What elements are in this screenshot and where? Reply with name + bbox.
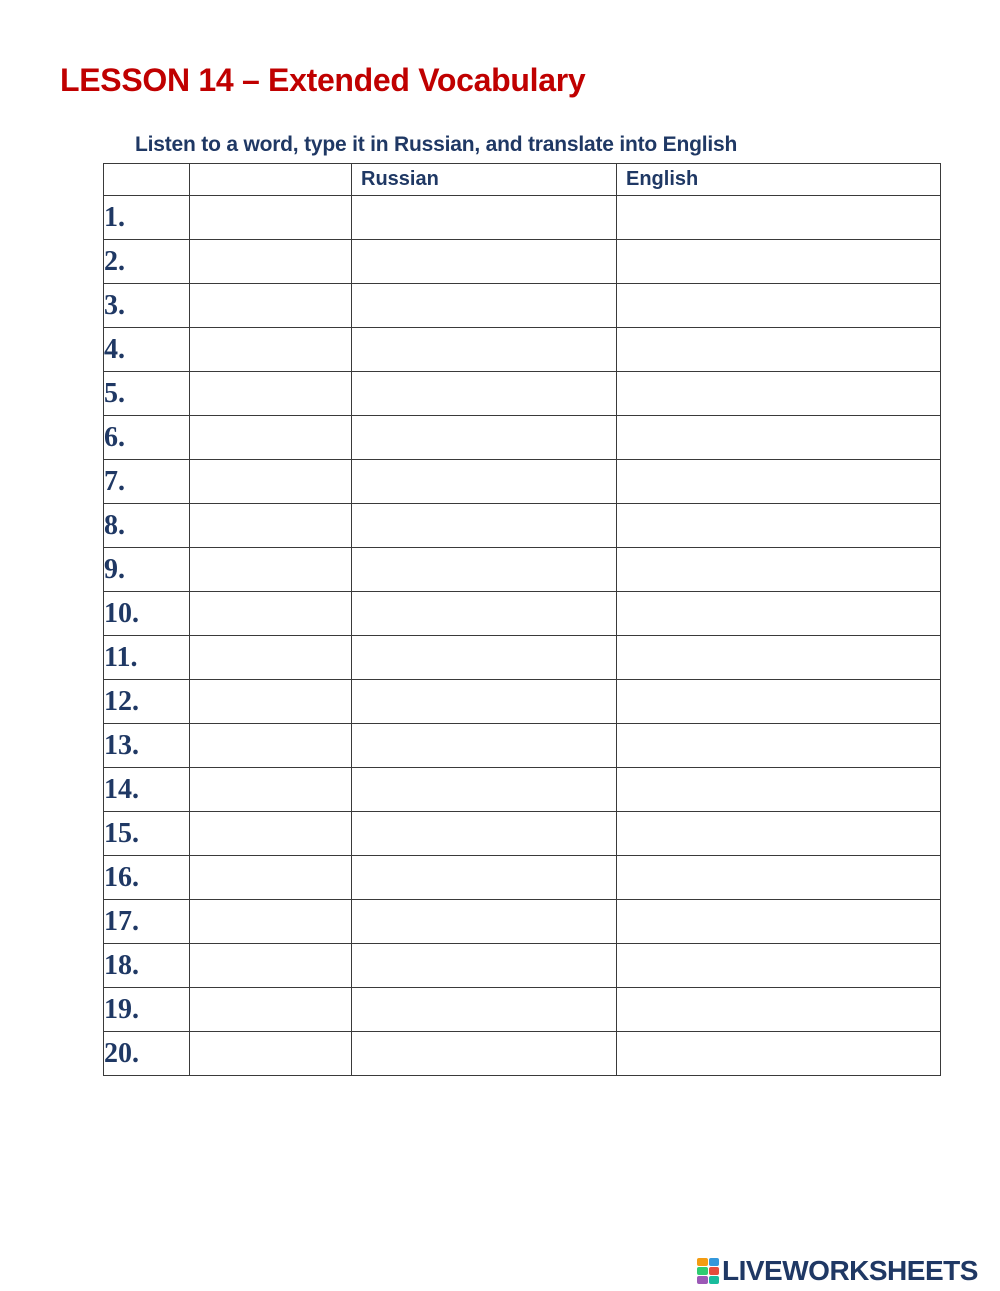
russian-input-cell[interactable]	[352, 592, 617, 636]
table-row	[104, 768, 941, 812]
english-input-cell[interactable]	[617, 196, 941, 240]
liveworksheets-logo-icon	[697, 1258, 719, 1284]
audio-cell[interactable]	[190, 372, 352, 416]
table-row	[104, 592, 941, 636]
audio-cell[interactable]	[190, 416, 352, 460]
english-input-cell[interactable]	[617, 680, 941, 724]
table-body	[104, 196, 941, 1076]
audio-cell[interactable]	[190, 944, 352, 988]
audio-cell[interactable]	[190, 548, 352, 592]
table-header-row	[104, 164, 941, 196]
row-number: 12.	[104, 680, 190, 724]
russian-input-cell[interactable]	[352, 636, 617, 680]
russian-input-cell[interactable]	[352, 240, 617, 284]
russian-input-cell[interactable]	[352, 724, 617, 768]
audio-cell[interactable]	[190, 988, 352, 1032]
row-number: 16.	[104, 856, 190, 900]
audio-cell[interactable]	[190, 1032, 352, 1076]
table-row	[104, 240, 941, 284]
russian-input-cell[interactable]	[352, 900, 617, 944]
table-row	[104, 812, 941, 856]
table-row	[104, 460, 941, 504]
russian-input-cell[interactable]	[352, 812, 617, 856]
audio-cell[interactable]	[190, 900, 352, 944]
audio-cell[interactable]	[190, 592, 352, 636]
table-row	[104, 636, 941, 680]
table-row	[104, 944, 941, 988]
audio-cell[interactable]	[190, 504, 352, 548]
row-number: 1.	[104, 196, 190, 240]
page-title: LESSON 14 – Extended Vocabulary	[60, 62, 586, 98]
table-row	[104, 1032, 941, 1076]
english-input-cell[interactable]	[617, 768, 941, 812]
english-input-cell[interactable]	[617, 944, 941, 988]
table-row	[104, 680, 941, 724]
english-input-cell[interactable]	[617, 548, 941, 592]
audio-cell[interactable]	[190, 284, 352, 328]
russian-input-cell[interactable]	[352, 988, 617, 1032]
table-row	[104, 900, 941, 944]
row-number: 2.	[104, 240, 190, 284]
table-row	[104, 504, 941, 548]
russian-input-cell[interactable]	[352, 504, 617, 548]
row-number: 11.	[104, 636, 190, 680]
english-input-cell[interactable]	[617, 856, 941, 900]
table-row	[104, 548, 941, 592]
english-input-cell[interactable]	[617, 592, 941, 636]
english-input-cell[interactable]	[617, 900, 941, 944]
russian-input-cell[interactable]	[352, 328, 617, 372]
russian-input-cell[interactable]	[352, 460, 617, 504]
audio-cell[interactable]	[190, 856, 352, 900]
english-input-cell[interactable]	[617, 284, 941, 328]
row-number: 9.	[104, 548, 190, 592]
russian-input-cell[interactable]	[352, 856, 617, 900]
row-number: 18.	[104, 944, 190, 988]
table-row	[104, 416, 941, 460]
audio-cell[interactable]	[190, 636, 352, 680]
audio-cell[interactable]	[190, 240, 352, 284]
english-input-cell[interactable]	[617, 636, 941, 680]
russian-input-cell[interactable]	[352, 548, 617, 592]
english-input-cell[interactable]	[617, 988, 941, 1032]
english-input-cell[interactable]	[617, 812, 941, 856]
russian-input-cell[interactable]	[352, 196, 617, 240]
brand-name: LIVEWORKSHEETS	[722, 1255, 978, 1286]
table-row	[104, 856, 941, 900]
russian-input-cell[interactable]	[352, 680, 617, 724]
column-header-number	[104, 164, 190, 196]
row-number: 7.	[104, 460, 190, 504]
row-number: 3.	[104, 284, 190, 328]
audio-cell[interactable]	[190, 328, 352, 372]
table-row	[104, 372, 941, 416]
russian-input-cell[interactable]	[352, 416, 617, 460]
row-number: 8.	[104, 504, 190, 548]
audio-cell[interactable]	[190, 460, 352, 504]
audio-cell[interactable]	[190, 768, 352, 812]
english-input-cell[interactable]	[617, 1032, 941, 1076]
column-header-english: English	[617, 164, 941, 196]
russian-input-cell[interactable]	[352, 944, 617, 988]
table-row	[104, 196, 941, 240]
row-number: 4.	[104, 328, 190, 372]
russian-input-cell[interactable]	[352, 372, 617, 416]
row-number: 15.	[104, 812, 190, 856]
row-number: 13.	[104, 724, 190, 768]
row-number: 20.	[104, 1032, 190, 1076]
row-number: 10.	[104, 592, 190, 636]
english-input-cell[interactable]	[617, 328, 941, 372]
russian-input-cell[interactable]	[352, 1032, 617, 1076]
table-row	[104, 724, 941, 768]
russian-input-cell[interactable]	[352, 768, 617, 812]
row-number: 14.	[104, 768, 190, 812]
row-number: 6.	[104, 416, 190, 460]
row-number: 19.	[104, 988, 190, 1032]
column-header-russian: Russian	[352, 164, 617, 196]
row-number: 5.	[104, 372, 190, 416]
audio-cell[interactable]	[190, 196, 352, 240]
instructions-text: Listen to a word, type it in Russian, and translate into English	[135, 133, 738, 156]
english-input-cell[interactable]	[617, 416, 941, 460]
english-input-cell[interactable]	[617, 460, 941, 504]
english-input-cell[interactable]	[617, 240, 941, 284]
audio-cell[interactable]	[190, 812, 352, 856]
vocabulary-table	[103, 163, 941, 1076]
row-number: 17.	[104, 900, 190, 944]
table-row	[104, 328, 941, 372]
english-input-cell[interactable]	[617, 724, 941, 768]
liveworksheets-logo	[697, 1255, 978, 1287]
table-row	[104, 988, 941, 1032]
audio-cell[interactable]	[190, 680, 352, 724]
audio-cell[interactable]	[190, 724, 352, 768]
english-input-cell[interactable]	[617, 504, 941, 548]
table-row	[104, 284, 941, 328]
english-input-cell[interactable]	[617, 372, 941, 416]
russian-input-cell[interactable]	[352, 284, 617, 328]
column-header-blank	[190, 164, 352, 196]
